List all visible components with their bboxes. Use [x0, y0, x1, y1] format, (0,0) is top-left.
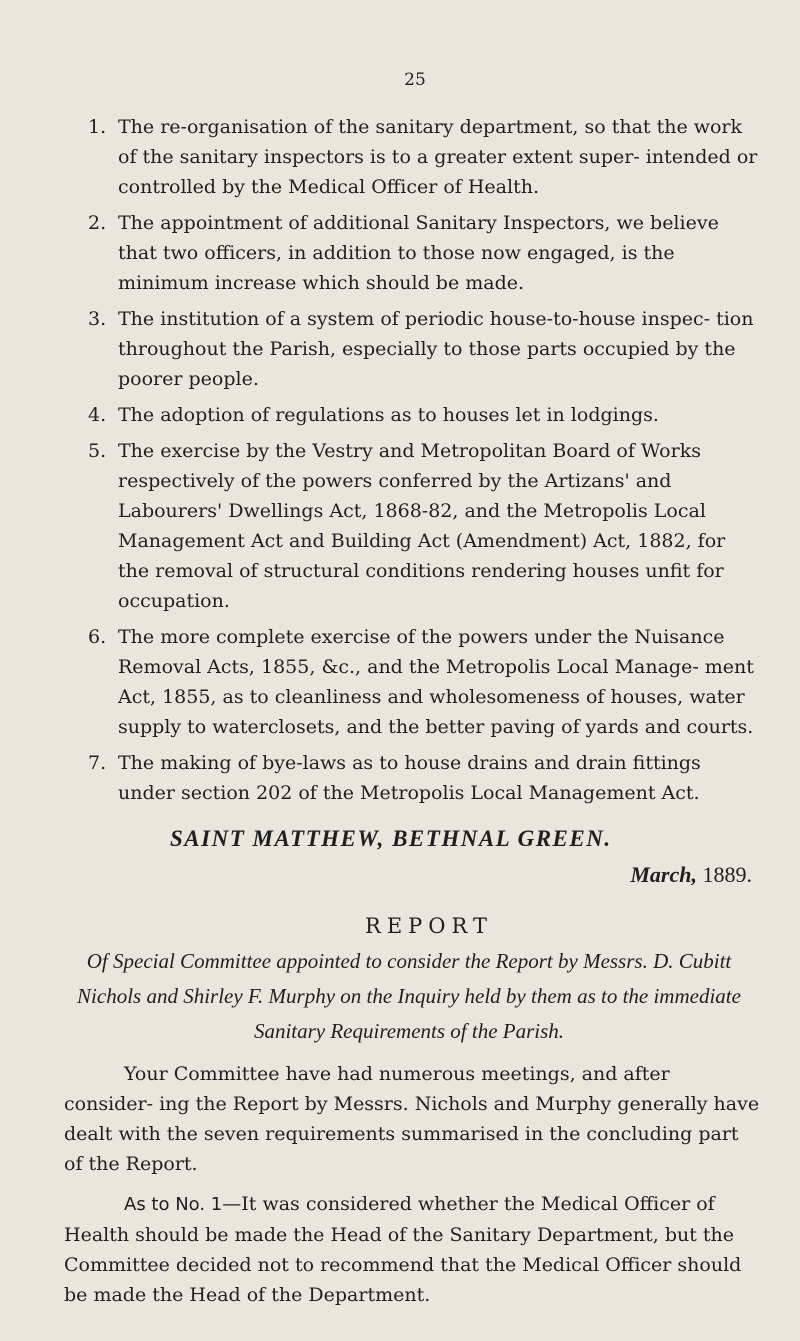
paragraph-text: —It was considered whether the Medical Officer of Health should be made the Head of the Sanitary Department, but the Committee decided not to recommend that the Medical Officer should be made the Head of the Department.: [64, 1193, 742, 1306]
place-heading: SAINT MATTHEW, BETHNAL GREEN.: [170, 826, 612, 851]
list-item: [56, 436, 762, 616]
date-year: 1889.: [702, 862, 752, 887]
list-item: [56, 748, 762, 808]
item-number: 2.: [88, 212, 107, 234]
item-number: 1.: [88, 116, 107, 138]
item-number: 7.: [88, 752, 107, 774]
item-text: The making of bye-laws as to house drains and drain fittings under section 202 of the Metropolis Local Management Act.: [118, 752, 701, 804]
paragraph: [64, 1189, 762, 1310]
item-text: The re-organisation of the sanitary department, so that the work of the sanitary inspectors is to a greater extent super- intended or controlled by the Medical Officer of Health.: [118, 116, 758, 198]
item-number: 4.: [88, 404, 107, 426]
report-date: [56, 862, 752, 888]
list-item: [56, 400, 762, 430]
item-text: The appointment of additional Sanitary Inspectors, we believe that two officers, in addition to those now engaged, is the minimum increase which should be made.: [118, 212, 719, 294]
item-text: The institution of a system of periodic house-to-house inspec- tion throughout the Parish, especially to those parts occupied by the poorer people.: [118, 308, 754, 390]
item-number: 5.: [88, 440, 107, 462]
item-number: 6.: [88, 626, 107, 648]
item-number: 3.: [88, 308, 107, 330]
list-item: [56, 208, 762, 298]
paragraph-lead: As to No. 1: [124, 1194, 223, 1215]
page-number: 25: [404, 70, 426, 90]
item-text: The adoption of regulations as to houses let in lodgings.: [118, 404, 659, 426]
report-title: REPORT: [365, 914, 493, 938]
date-month: March,: [630, 862, 697, 887]
list-item: [56, 112, 762, 202]
list-item: [56, 304, 762, 394]
paragraph: Your Committee have had numerous meetings, and after consider- ing the Report by Messrs. Nichols and Murphy generally have dealt with the seven requirements summarised in the concluding part of the Report.: [64, 1063, 760, 1175]
requirements-list: [56, 112, 762, 808]
item-text: The exercise by the Vestry and Metropolitan Board of Works respectively of the powers conferred by the Artizans' and Labourers' Dwellings Act, 1868-82, and the Metropolis Local Management Act and Building Act (Amendment) Act, 1882, for the removal of structural conditions rendering houses unfit for occupation.: [118, 440, 726, 612]
report-subtitle: Of Special Committee appointed to consider the Report by Messrs. D. Cubitt Nichols and Shirley F. Murphy on the Inquiry held by them as to the immediate Sanitary Requirements of the Parish.: [77, 949, 741, 1043]
list-item: [56, 622, 762, 742]
item-text: The more complete exercise of the powers under the Nuisance Removal Acts, 1855, &c., and the Metropolis Local Manage- ment Act, 1855, as to cleanliness and wholesomeness of houses, water supply to waterclosets, and the better paving of yards and courts.: [118, 626, 754, 738]
